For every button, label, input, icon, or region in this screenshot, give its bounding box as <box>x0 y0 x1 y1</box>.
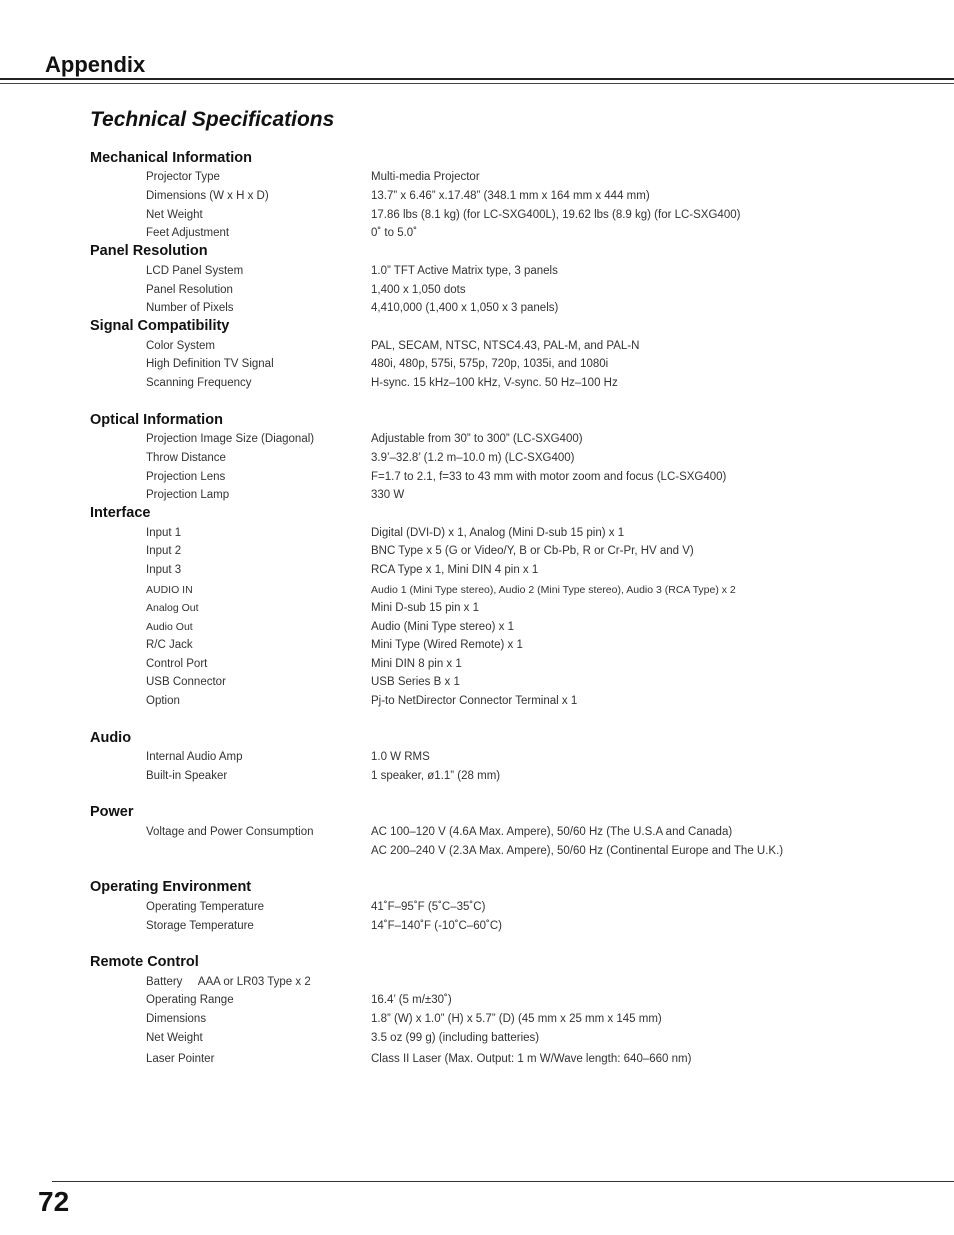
spec-value: PAL, SECAM, NTSC, NTSC4.43, PAL-M, and PAL-N <box>371 340 640 352</box>
spec-value: Audio 1 (Mini Type stereo), Audio 2 (Mini Type stereo), Audio 3 (RCA Type) x 2 <box>371 584 736 596</box>
spec-value: 330 W <box>371 489 405 501</box>
spec-value: Class II Laser (Max. Output: 1 m W/Wave length: 640–660 nm) <box>371 1053 692 1065</box>
spec-value: AC 100–120 V (4.6A Max. Ampere), 50/60 Hz (The U.S.A and Canada) <box>371 826 733 838</box>
spec-label: Projection Lens <box>146 471 226 483</box>
spec-value: Mini Type (Wired Remote) x 1 <box>371 639 523 651</box>
spec-label: AUDIO IN <box>146 584 193 596</box>
section-heading-remote: Remote Control <box>90 954 199 970</box>
spec-label: Operating Temperature <box>146 901 265 913</box>
spec-value: USB Series B x 1 <box>371 676 460 688</box>
spec-label: Laser Pointer <box>146 1053 215 1065</box>
spec-label: Projection Image Size (Diagonal) <box>146 433 315 445</box>
spec-value: 1.0” TFT Active Matrix type, 3 panels <box>371 265 558 277</box>
spec-value: F=1.7 to 2.1, f=33 to 43 mm with motor zoom and focus (LC-SXG400) <box>371 471 727 483</box>
spec-value: H-sync. 15 kHz–100 kHz, V-sync. 50 Hz–100 Hz <box>371 377 618 389</box>
spec-value: Mini DIN 8 pin x 1 <box>371 658 462 670</box>
spec-value: 1,400 x 1,050 dots <box>371 284 466 296</box>
appendix-title: Appendix <box>45 52 146 77</box>
spec-value: RCA Type x 1, Mini DIN 4 pin x 1 <box>371 564 539 576</box>
spec-label: Input 1 <box>146 527 182 539</box>
spec-label: Dimensions <box>146 1013 207 1025</box>
section-heading-audio: Audio <box>90 730 132 746</box>
spec-label: Feet Adjustment <box>146 227 230 239</box>
spec-label: Net Weight <box>146 1032 203 1044</box>
header-rule-thin <box>0 83 954 84</box>
spec-label: Control Port <box>146 658 208 670</box>
spec-value: 1.8” (W) x 1.0” (H) x 5.7” (D) (45 mm x 25 mm x 145 mm) <box>371 1013 662 1025</box>
spec-value: 17.86 lbs (8.1 kg) (for LC-SXG400L), 19.62 lbs (8.9 kg) (for LC-SXG400) <box>371 209 741 221</box>
spec-value: 480i, 480p, 575i, 575p, 720p, 1035i, and 1080i <box>371 358 609 370</box>
spec-label: Storage Temperature <box>146 920 254 932</box>
spec-label: Throw Distance <box>146 452 226 464</box>
section-heading-environment: Operating Environment <box>90 879 252 895</box>
spec-label: Panel Resolution <box>146 284 233 296</box>
spec-label: Dimensions (W x H x D) <box>146 190 269 202</box>
spec-label: High Definition TV Signal <box>146 358 274 370</box>
spec-value: Mini D-sub 15 pin x 1 <box>371 602 480 614</box>
section-heading-power: Power <box>90 804 134 820</box>
spec-label: Projector Type <box>146 171 220 183</box>
spec-value: 1 speaker, ø1.1” (28 mm) <box>371 770 501 782</box>
spec-label: Analog Out <box>146 602 199 614</box>
spec-value: Multi-media Projector <box>371 171 480 183</box>
spec-label: Operating Range <box>146 994 234 1006</box>
spec-label: R/C Jack <box>146 639 193 651</box>
spec-label: Audio Out <box>146 621 193 633</box>
section-heading-panel: Panel Resolution <box>90 243 208 259</box>
spec-value: Pj-to NetDirector Connector Terminal x 1 <box>371 695 578 707</box>
page-number: 72 <box>38 1186 70 1217</box>
spec-label: Net Weight <box>146 209 203 221</box>
spec-value: 4,410,000 (1,400 x 1,050 x 3 panels) <box>371 302 559 314</box>
spec-value: 14˚F–140˚F (-10˚C–60˚C) <box>371 920 503 932</box>
spec-value: Adjustable from 30” to 300” (LC-SXG400) <box>371 433 583 445</box>
spec-label: Built-in Speaker <box>146 770 228 782</box>
spec-label: Number of Pixels <box>146 302 234 314</box>
header-rule <box>0 78 954 80</box>
spec-value: 0˚ to 5.0˚ <box>371 227 418 239</box>
section-heading-interface: Interface <box>90 505 151 521</box>
section-heading-mechanical: Mechanical Information <box>90 150 252 166</box>
spec-label: USB Connector <box>146 676 226 688</box>
spec-value: 3.9’–32.8’ (1.2 m–10.0 m) (LC-SXG400) <box>371 452 575 464</box>
spec-label: Input 3 <box>146 564 182 576</box>
spec-value: 41˚F–95˚F (5˚C–35˚C) <box>371 901 486 913</box>
spec-value: Digital (DVI-D) x 1, Analog (Mini D-sub 15 pin) x 1 <box>371 527 625 539</box>
spec-value: 13.7” x 6.46” x.17.48” (348.1 mm x 164 mm x 444 mm) <box>371 190 650 202</box>
spec-label: Scanning Frequency <box>146 377 252 389</box>
spec-value: AC 200–240 V (2.3A Max. Ampere), 50/60 Hz (Continental Europe and The U.K.) <box>371 845 784 857</box>
spec-label: Projection Lamp <box>146 489 230 501</box>
spec-label: Internal Audio Amp <box>146 751 243 763</box>
section-heading-optical: Optical Information <box>90 412 223 428</box>
spec-value: 16.4’ (5 m/±30˚) <box>371 994 452 1006</box>
spec-label: Voltage and Power Consumption <box>146 826 314 838</box>
footer-rule <box>52 1181 954 1182</box>
spec-value: 3.5 oz (99 g) (including batteries) <box>371 1032 540 1044</box>
spec-value: 1.0 W RMS <box>371 751 430 763</box>
spec-label: Battery AAA or LR03 Type x 2 <box>146 976 311 988</box>
spec-label: LCD Panel System <box>146 265 244 277</box>
page-title: Technical Specifications <box>90 108 335 131</box>
spec-value: Audio (Mini Type stereo) x 1 <box>371 621 514 633</box>
spec-label: Input 2 <box>146 545 182 557</box>
spec-value: BNC Type x 5 (G or Video/Y, B or Cb-Pb, R or Cr-Pr, HV and V) <box>371 545 694 557</box>
spec-label: Color System <box>146 340 216 352</box>
spec-label: Option <box>146 695 180 707</box>
section-heading-signal: Signal Compatibility <box>90 318 230 334</box>
